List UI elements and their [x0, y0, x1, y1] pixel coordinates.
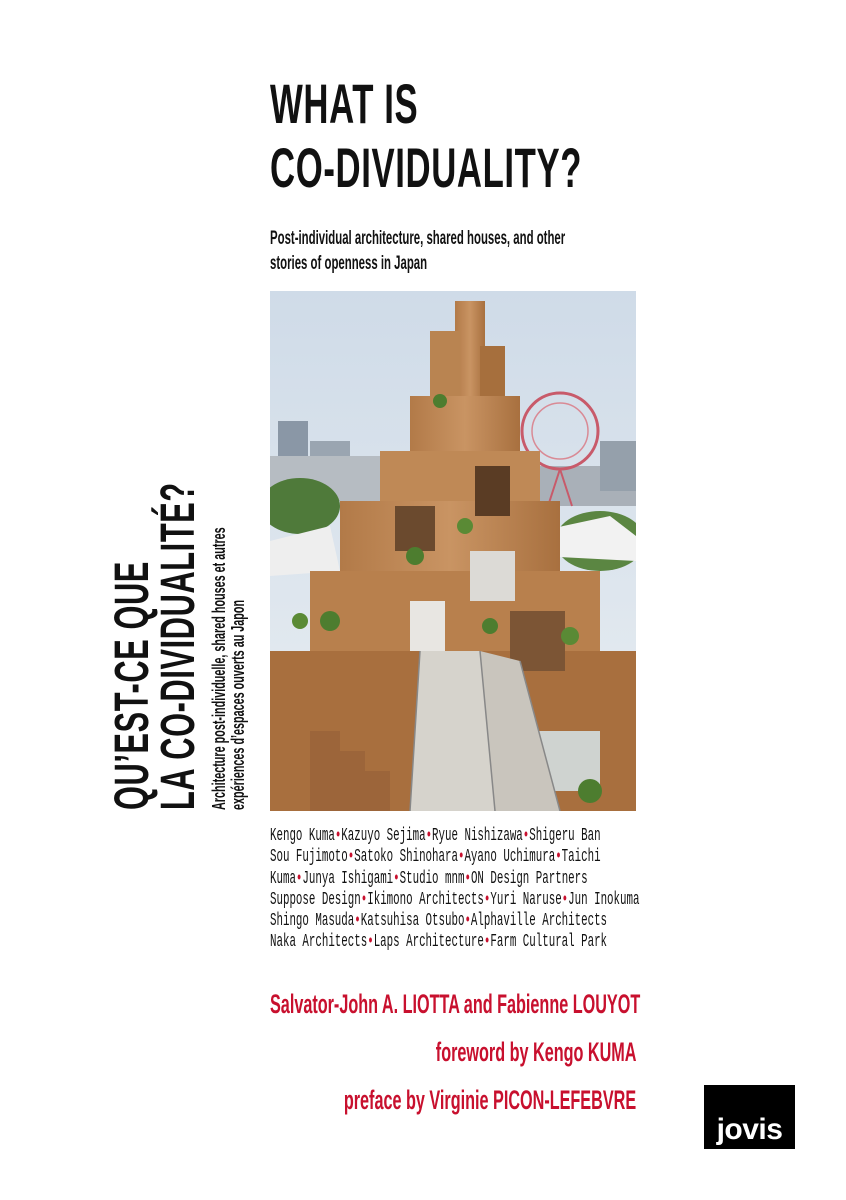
- contributor-name: Kuma: [270, 868, 296, 889]
- separator-dot: •: [347, 847, 355, 868]
- separator-dot: •: [425, 826, 433, 846]
- publisher-logo: [704, 1085, 795, 1149]
- foreword-credit: foreword by Kengo KUMA: [435, 1037, 636, 1067]
- title-line: WHAT IS: [270, 72, 419, 135]
- french-title: [106, 482, 205, 810]
- contributor-name: Jun Inokuma: [568, 889, 640, 910]
- contributors-line: [270, 932, 642, 953]
- separator-dot: •: [522, 826, 530, 846]
- contributor-name: Alphaville Architects: [470, 911, 608, 932]
- separator-dot: •: [483, 889, 491, 910]
- separator-dot: •: [367, 932, 374, 953]
- contributor-name: Farm Cultural Park: [490, 932, 608, 953]
- separator-dot: •: [464, 868, 471, 889]
- contributors-line: [270, 847, 642, 868]
- contributor-name: Ayano Uchimura: [464, 847, 556, 868]
- french-title-line: LA CO-DIVIDUALITÉ?: [152, 482, 205, 810]
- french-subtitle: [210, 527, 248, 810]
- separator-dot: •: [483, 932, 491, 953]
- contributor-name: Junya Ishigami: [302, 868, 394, 889]
- separator-dot: •: [561, 889, 569, 910]
- contributors-line: [270, 890, 642, 911]
- contributor-name: Ikimono Architects: [367, 889, 484, 910]
- separator-dot: •: [360, 889, 368, 910]
- contributor-name: Laps Architecture: [373, 932, 484, 953]
- french-title-block: [106, 280, 270, 810]
- french-subtitle-line: Architecture post-individuelle, shared houses et autres: [209, 527, 229, 810]
- cover-photo: [270, 291, 636, 811]
- separator-dot: •: [393, 868, 400, 889]
- contributor-name: Yuri Naruse: [490, 889, 562, 910]
- separator-dot: •: [354, 911, 361, 932]
- french-title-line: QU’EST-CE QUE: [106, 561, 159, 810]
- publisher-name: jovis: [716, 1113, 783, 1146]
- contributor-name: Ryue Nishizawa: [432, 826, 523, 846]
- contributor-name: Studio mnm: [399, 868, 465, 889]
- french-subtitle-line: expériences d’espaces ouverts au Japon: [228, 599, 248, 810]
- contributor-name: Kazuyo Sejima: [341, 826, 426, 846]
- contributor-name: Satoko Shinohara: [354, 847, 458, 868]
- subtitle-line: Post-individual architecture, shared houses, and other: [270, 228, 566, 249]
- book-title: [270, 72, 582, 200]
- separator-dot: •: [295, 868, 303, 889]
- separator-dot: •: [555, 847, 562, 868]
- contributor-name: Katsuhisa Otsubo: [360, 911, 465, 932]
- contributor-name: Shingo Masuda: [270, 911, 355, 932]
- separator-dot: •: [334, 826, 342, 846]
- contributor-name: Naka Architects: [270, 932, 368, 953]
- book-subtitle: [270, 226, 642, 276]
- contributor-name: Taichi: [561, 847, 601, 868]
- contributors-line: [270, 826, 642, 847]
- separator-dot: •: [464, 911, 471, 932]
- contributor-name: ON Design Partners: [470, 868, 588, 889]
- contributors-line: [270, 869, 642, 890]
- preface-credit: preface by Virginie PICON-LEFEBVRE: [343, 1085, 636, 1115]
- separator-dot: •: [457, 847, 465, 868]
- subtitle-line: stories of openness in Japan: [270, 253, 428, 274]
- contributors-list: [270, 826, 642, 954]
- contributor-name: Suppose Design: [270, 889, 361, 910]
- contributor-name: Kengo Kuma: [270, 826, 335, 846]
- contributor-name: Sou Fujimoto: [270, 847, 348, 868]
- title-line: CO-DIVIDUALITY?: [270, 136, 583, 199]
- authors: Salvator-John A. LIOTTA and Fabienne LOUYOT: [270, 989, 641, 1019]
- contributors-line: [270, 911, 642, 932]
- contributor-name: Shigeru Ban: [529, 826, 601, 846]
